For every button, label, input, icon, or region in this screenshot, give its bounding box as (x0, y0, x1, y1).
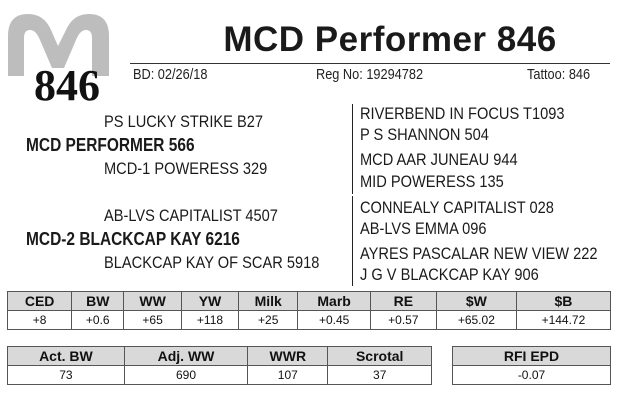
rfi-header: RFI EPD (453, 347, 611, 366)
actual-value: 73 (8, 366, 125, 385)
epd-value: +144.72 (516, 311, 610, 330)
pedigree-bracket-top (352, 104, 353, 194)
pedigree-right-7: AYRES PASCALAR NEW VIEW 222 (360, 244, 598, 263)
sire: MCD PERFORMER 566 (26, 135, 195, 155)
dam-dam: BLACKCAP KAY OF SCAR 5918 (104, 253, 320, 272)
actual-value-row (8, 366, 432, 385)
epd-header: $B (516, 292, 610, 311)
epd-header: WW (124, 292, 182, 311)
rfi-table (452, 346, 611, 385)
pedigree-right-3: MCD AAR JUNEAU 944 (360, 150, 518, 169)
dam-sire: AB-LVS CAPITALIST 4507 (104, 206, 278, 225)
actual-header: Scrotal (328, 347, 432, 366)
tattoo: Tattoo: 846 (527, 66, 591, 83)
epd-value: +65 (124, 311, 182, 330)
pedigree-bracket-bottom (352, 196, 353, 286)
sire-dam: MCD-1 POWERESS 329 (104, 159, 268, 178)
dam: MCD-2 BLACKCAP KAY 6216 (26, 229, 240, 249)
rfi-value-row (453, 366, 611, 385)
epd-header: Marb (298, 292, 370, 311)
actual-header: Adj. WW (124, 347, 247, 366)
birth-date: BD: 02/26/18 (133, 66, 208, 83)
actual-value: 107 (248, 366, 328, 385)
epd-value: +118 (181, 311, 238, 330)
epd-header: YW (181, 292, 238, 311)
actual-header-row (8, 347, 432, 366)
epd-header-row (8, 292, 611, 311)
actual-value: 37 (328, 366, 432, 385)
page-title: MCD Performer 846 (223, 20, 557, 59)
pedigree-right-2: P S SHANNON 504 (360, 125, 489, 144)
registration-number: Reg No: 19294782 (316, 66, 424, 83)
actual-table (7, 346, 432, 385)
epd-value: +65.02 (436, 311, 516, 330)
rfi-header-row (453, 347, 611, 366)
epd-value: +0.45 (298, 311, 370, 330)
epd-header: RE (370, 292, 436, 311)
pedigree-right-8: J G V BLACKCAP KAY 906 (360, 265, 539, 284)
epd-value: +25 (239, 311, 298, 330)
pedigree-right-4: MID POWERESS 135 (360, 172, 504, 191)
epd-header: BW (72, 292, 124, 311)
pedigree-right-1: RIVERBEND IN FOCUS T1093 (360, 104, 565, 123)
epd-table (7, 291, 611, 330)
epd-header: Milk (239, 292, 298, 311)
header-divider (130, 63, 610, 64)
epd-header: CED (8, 292, 72, 311)
rfi-value: -0.07 (453, 366, 611, 385)
pedigree-right-6: AB-LVS EMMA 096 (360, 219, 487, 238)
epd-value: +0.57 (370, 311, 436, 330)
lot-number: 846 (34, 61, 100, 110)
actual-header: WWR (248, 347, 328, 366)
epd-value: +8 (8, 311, 72, 330)
pedigree-right-5: CONNEALY CAPITALIST 028 (360, 198, 554, 217)
epd-value-row (8, 311, 611, 330)
actual-header: Act. BW (8, 347, 125, 366)
actual-value: 690 (124, 366, 247, 385)
epd-header: $W (436, 292, 516, 311)
sire-sire: PS LUCKY STRIKE B27 (104, 112, 263, 131)
epd-value: +0.6 (72, 311, 124, 330)
